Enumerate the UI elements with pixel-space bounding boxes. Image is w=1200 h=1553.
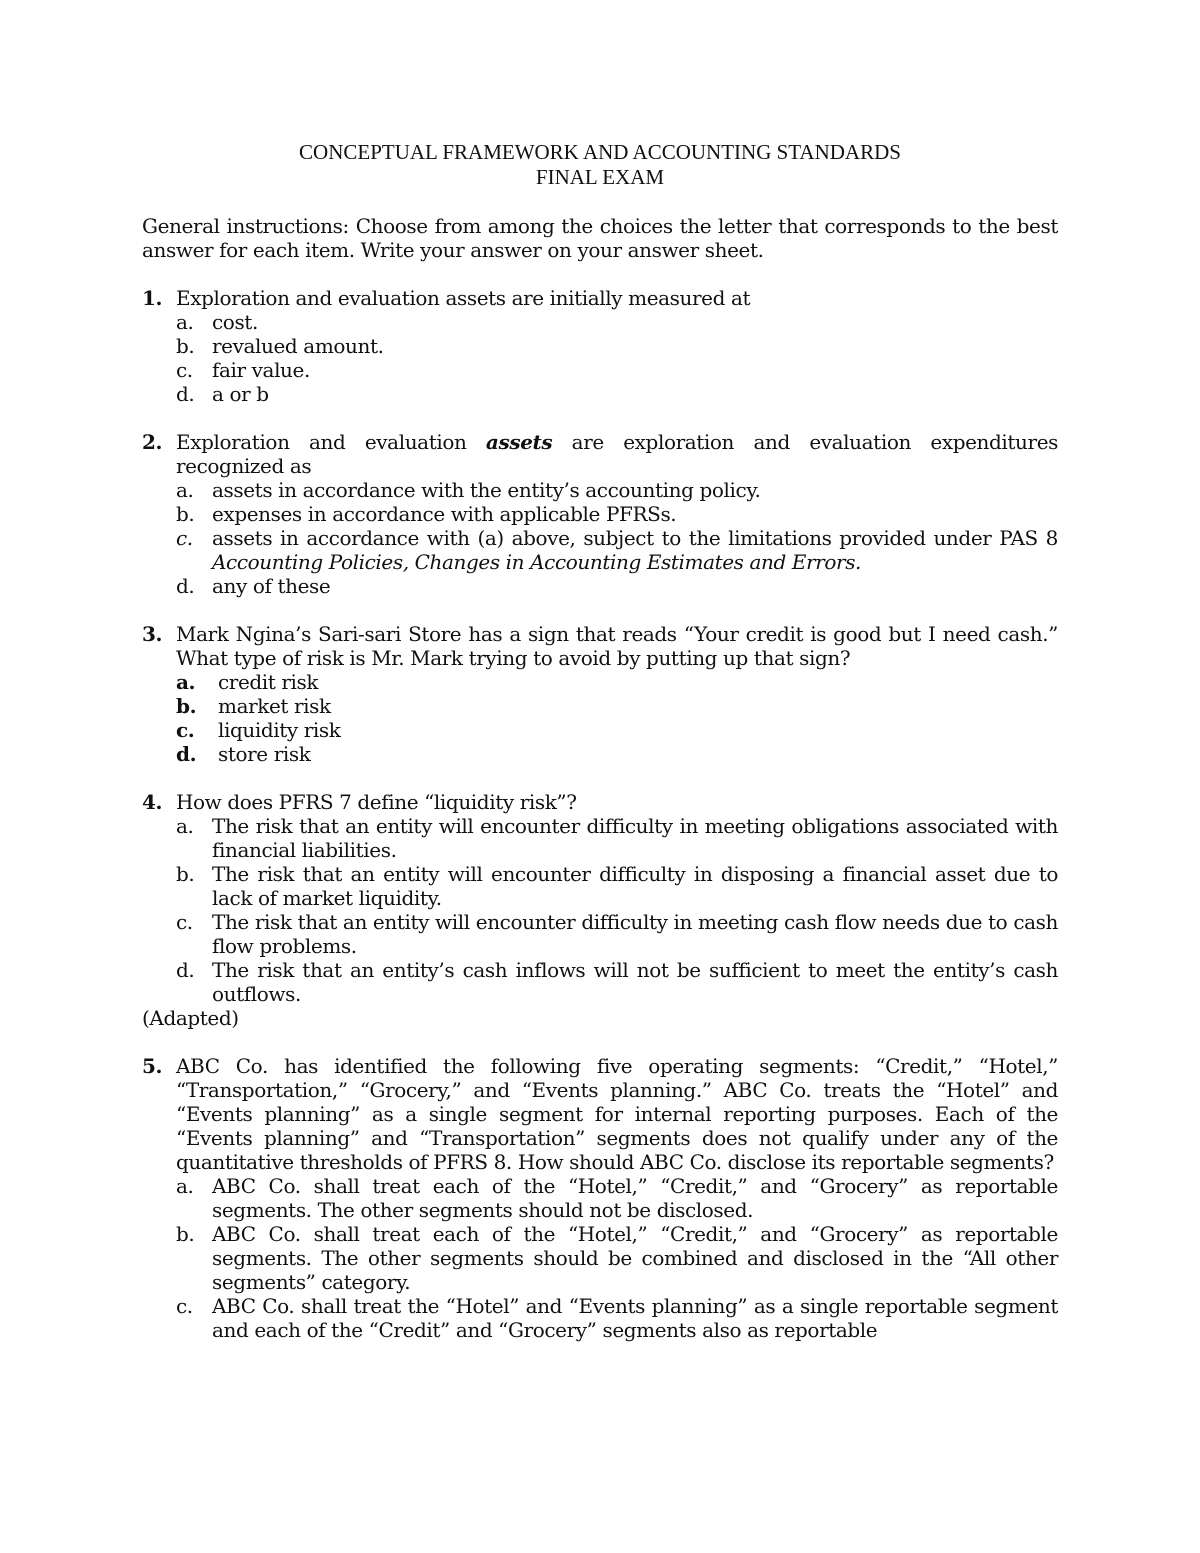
choice-letter: d.: [176, 382, 195, 406]
choice-text: ABC Co. shall treat each of the “Hotel,” “Credit,” and “Grocery” as reportable segments. The other segments should not be disclosed.: [212, 1174, 1058, 1222]
question-text: [176, 430, 1058, 478]
choice-list: [176, 310, 1058, 406]
choice-letter: c.: [176, 526, 193, 550]
choice-letter: a.: [176, 478, 194, 502]
choice-text: revalued amount.: [212, 334, 384, 358]
choice-list: [176, 670, 1058, 766]
question-text-start: Exploration and evaluation: [176, 430, 486, 454]
choice-letter: b.: [176, 1222, 195, 1246]
choice-letter: a.: [176, 670, 196, 694]
choice-text: credit risk: [218, 670, 319, 694]
choice-a: [176, 1174, 1058, 1222]
choice-list: [176, 478, 1058, 598]
question-number: 3.: [142, 622, 163, 646]
choice-text: expenses in accordance with applicable PFRSs.: [212, 502, 677, 526]
choice-text: The risk that an entity will encounter difficulty in disposing a financial asset due to lack of market liquidity.: [212, 862, 1058, 910]
question-text: ABC Co. has identified the following five operating segments: “Credit,” “Hotel,” “Transportation,” “Grocery,” and “Events planning.” ABC Co. treats the “Hotel” and “Events planning” as a single segment for internal reporting purposes. Each of the “Events planning” and “Transportation” segments does not qualify under any of the quantitative thresholds of PFRS 8. How should ABC Co. disclose its reportable segments?: [176, 1054, 1058, 1174]
choice-c: [176, 358, 1058, 382]
question-2: [142, 430, 1058, 598]
choice-text: a or b: [212, 382, 269, 406]
choice-text: ABC Co. shall treat the “Hotel” and “Events planning” as a single reportable segment and each of the “Credit” and “Grocery” segments also as reportable: [212, 1294, 1058, 1342]
choice-c: [176, 910, 1058, 958]
question-text: Exploration and evaluation assets are initially measured at: [176, 286, 751, 310]
choice-list: [176, 1174, 1058, 1342]
choice-a: [176, 478, 1058, 502]
choice-letter: d.: [176, 958, 195, 982]
choice-list: [176, 814, 1058, 1006]
general-instructions: General instructions: Choose from among the choices the letter that corresponds to the best answer for each item. Write your answer on your answer sheet.: [142, 214, 1058, 262]
question-4: [142, 790, 1058, 1006]
title-line-1: CONCEPTUAL FRAMEWORK AND ACCOUNTING STANDARDS: [299, 140, 901, 164]
question-5: [142, 1054, 1058, 1342]
choice-text: assets in accordance with (a) above, subject to the limitations provided under PAS 8: [212, 526, 1058, 550]
choice-letter: b.: [176, 502, 195, 526]
choice-letter: c.: [176, 910, 193, 934]
choice-d: [176, 958, 1058, 1006]
choice-letter: d.: [176, 574, 195, 598]
choice-d: [176, 382, 1058, 406]
choice-text: market risk: [218, 694, 331, 718]
choice-b: [176, 334, 1058, 358]
title-line-2: FINAL EXAM: [535, 165, 665, 189]
choice-letter: a.: [176, 814, 194, 838]
question-text-end: are exploration and evaluation expenditures recognized as: [176, 430, 1058, 478]
choice-letter: a.: [176, 310, 194, 334]
choice-text: cost.: [212, 310, 258, 334]
choice-letter: d.: [176, 742, 197, 766]
choice-text: store risk: [218, 742, 311, 766]
question-number: 4.: [142, 790, 163, 814]
choice-c: [176, 526, 1058, 574]
exam-title: [142, 140, 1058, 190]
choice-text: ABC Co. shall treat each of the “Hotel,” “Credit,” and “Grocery” as reportable segments. The other segments should be combined and disclosed in the “All other segments” category.: [212, 1222, 1058, 1294]
choice-d: [176, 742, 1058, 766]
choice-text: assets in accordance with the entity’s accounting policy.: [212, 478, 761, 502]
choice-letter: b.: [176, 334, 195, 358]
exam-document: [142, 140, 1058, 1342]
choice-text: liquidity risk: [218, 718, 341, 742]
choice-b: [176, 862, 1058, 910]
choice-letter: a.: [176, 1174, 194, 1198]
question-number: 1.: [142, 286, 163, 310]
standard-title: Accounting Policies, Changes in Accounting Estimates and Errors.: [212, 550, 862, 574]
choice-b: [176, 694, 1058, 718]
question-1: [142, 286, 1058, 406]
choice-text: fair value.: [212, 358, 310, 382]
choice-text: The risk that an entity’s cash inflows will not be sufficient to meet the entity’s cash outflows.: [212, 958, 1058, 1006]
emphasized-term: assets: [485, 430, 553, 454]
choice-a: [176, 670, 1058, 694]
choice-b: [176, 1222, 1058, 1294]
choice-text: any of these: [212, 574, 331, 598]
choice-a: [176, 310, 1058, 334]
adapted-note: (Adapted): [142, 1006, 239, 1030]
choice-text: The risk that an entity will encounter difficulty in meeting cash flow needs due to cash flow problems.: [212, 910, 1058, 958]
choice-letter: b.: [176, 862, 195, 886]
choice-c: [176, 718, 1058, 742]
choice-letter: c.: [176, 1294, 193, 1318]
question-text: Mark Ngina’s Sari-sari Store has a sign that reads “Your credit is good but I need cash.” What type of risk is Mr. Mark trying to avoid by putting up that sign?: [176, 622, 1058, 670]
question-number: 5.: [142, 1054, 163, 1078]
choice-letter: b.: [176, 694, 197, 718]
question-3: [142, 622, 1058, 766]
question-number: 2.: [142, 430, 163, 454]
choice-b: [176, 502, 1058, 526]
choice-letter: c.: [176, 718, 195, 742]
choice-c: [176, 1294, 1058, 1342]
choice-text: The risk that an entity will encounter difficulty in meeting obligations associated with financial liabilities.: [212, 814, 1058, 862]
choice-a: [176, 814, 1058, 862]
question-text: How does PFRS 7 define “liquidity risk”?: [176, 790, 577, 814]
choice-letter: c.: [176, 358, 193, 382]
choice-d: [176, 574, 1058, 598]
